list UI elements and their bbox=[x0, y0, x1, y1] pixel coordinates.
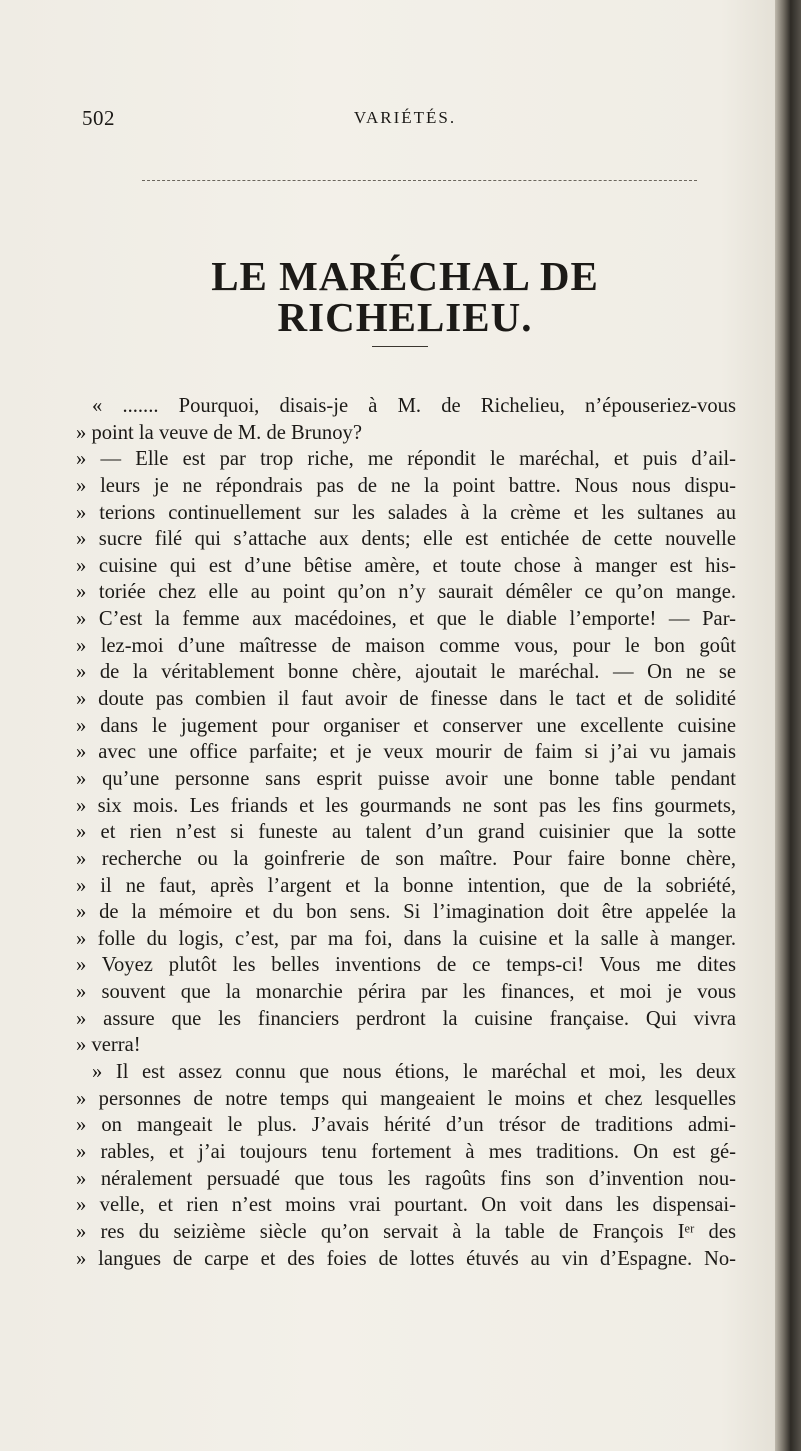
running-head: VARIÉTÉS. bbox=[353, 108, 457, 127]
page-number: 502 bbox=[82, 106, 115, 130]
text-line: » verra! bbox=[76, 1034, 141, 1057]
text-line: » de la mémoire et du bon sens. Si l’imagination doit être appelée la bbox=[76, 901, 736, 924]
text-line: » langues de carpe et des foies de lottes étuvés au vin d’Espagne. No- bbox=[76, 1247, 736, 1270]
text-line: » — Elle est par trop riche, me répondit le maréchal, et puis d’ail- bbox=[76, 448, 736, 471]
header-rule bbox=[142, 180, 697, 181]
page-binding-edge bbox=[775, 0, 801, 1451]
text-line: » toriée chez elle au point qu’on n’y saurait démêler ce qu’on mange. bbox=[76, 581, 736, 604]
text-line: » on mangeait le plus. J’avais hérité d’un trésor de traditions admi- bbox=[76, 1114, 736, 1137]
text-line: « ....... Pourquoi, disais-je à M. de Richelieu, n’épouseriez-vous bbox=[92, 395, 736, 417]
text-line: » avec une office parfaite; et je veux mourir de faim si j’ai vu jamais bbox=[76, 741, 736, 764]
text-line: » leurs je ne répondrais pas de ne la point battre. Nous nous dispu- bbox=[76, 474, 736, 497]
text-line: » Il est assez connu que nous étions, le maréchal et moi, les deux bbox=[92, 1061, 736, 1084]
text-line: » assure que les financiers perdront la cuisine française. Qui vivra bbox=[76, 1007, 736, 1030]
text-line: » doute pas combien il faut avoir de finesse dans le tact et de solidité bbox=[76, 688, 736, 711]
text-line: » et rien n’est si funeste au talent d’un grand cuisinier que la sotte bbox=[76, 821, 736, 844]
text-line: » souvent que la monarchie périra par les finances, et moi je vous bbox=[76, 981, 736, 1004]
text-line: » recherche ou la goinfrerie de son maître. Pour faire bonne chère, bbox=[76, 847, 736, 870]
text-line: » cuisine qui est d’une bêtise amère, et toute chose à manger est his- bbox=[76, 554, 736, 577]
article-title: LE MARÉCHAL DE RICHELIEU. bbox=[211, 253, 599, 340]
text-line: » de la véritablement bonne chère, ajoutait le maréchal. — On ne se bbox=[76, 661, 736, 684]
text-line: » Voyez plutôt les belles inventions de ce temps-ci! Vous me dites bbox=[76, 954, 736, 977]
text-line: » folle du logis, c’est, par ma foi, dans la cuisine et la salle à manger. bbox=[76, 927, 736, 950]
text-line: » six mois. Les friands et les gourmands ne sont pas les fins gourmets, bbox=[76, 794, 736, 817]
title-rule bbox=[372, 346, 428, 347]
text-line: » velle, et rien n’est moins vrai pourtant. On voit dans les dispensai- bbox=[76, 1194, 736, 1217]
text-line: » terions continuellement sur les salades à la crème et les sultanes au bbox=[76, 501, 736, 524]
text-line: » point la veuve de M. de Brunoy? bbox=[76, 421, 362, 444]
text-line: » néralement persuadé que tous les ragoûts fins son d’invention nou- bbox=[76, 1167, 736, 1190]
text-line: » qu’une personne sans esprit puisse avoir une bonne table pendant bbox=[76, 767, 736, 790]
page-header bbox=[82, 106, 728, 136]
text-line: » sucre filé qui s’attache aux dents; elle est entichée de cette nouvelle bbox=[76, 528, 736, 551]
text-line: » res du seizième siècle qu’on servait à la table de François Iᵉʳ des bbox=[76, 1220, 736, 1243]
text-line: » C’est la femme aux macédoines, et que le diable l’emporte! — Par- bbox=[76, 608, 736, 631]
article-body bbox=[76, 393, 736, 1272]
text-line: » il ne faut, après l’argent et la bonne intention, que de la sobriété, bbox=[76, 874, 736, 897]
text-line: » lez-moi d’une maîtresse de maison comme vous, pour le bon goût bbox=[76, 634, 736, 657]
text-line: » dans le jugement pour organiser et conserver une excellente cuisine bbox=[76, 714, 736, 737]
text-line: » rables, et j’ai toujours tenu fortement à mes traditions. On est gé- bbox=[76, 1140, 736, 1163]
text-line: » personnes de notre temps qui mangeaient le moins et chez lesquelles bbox=[76, 1087, 736, 1110]
